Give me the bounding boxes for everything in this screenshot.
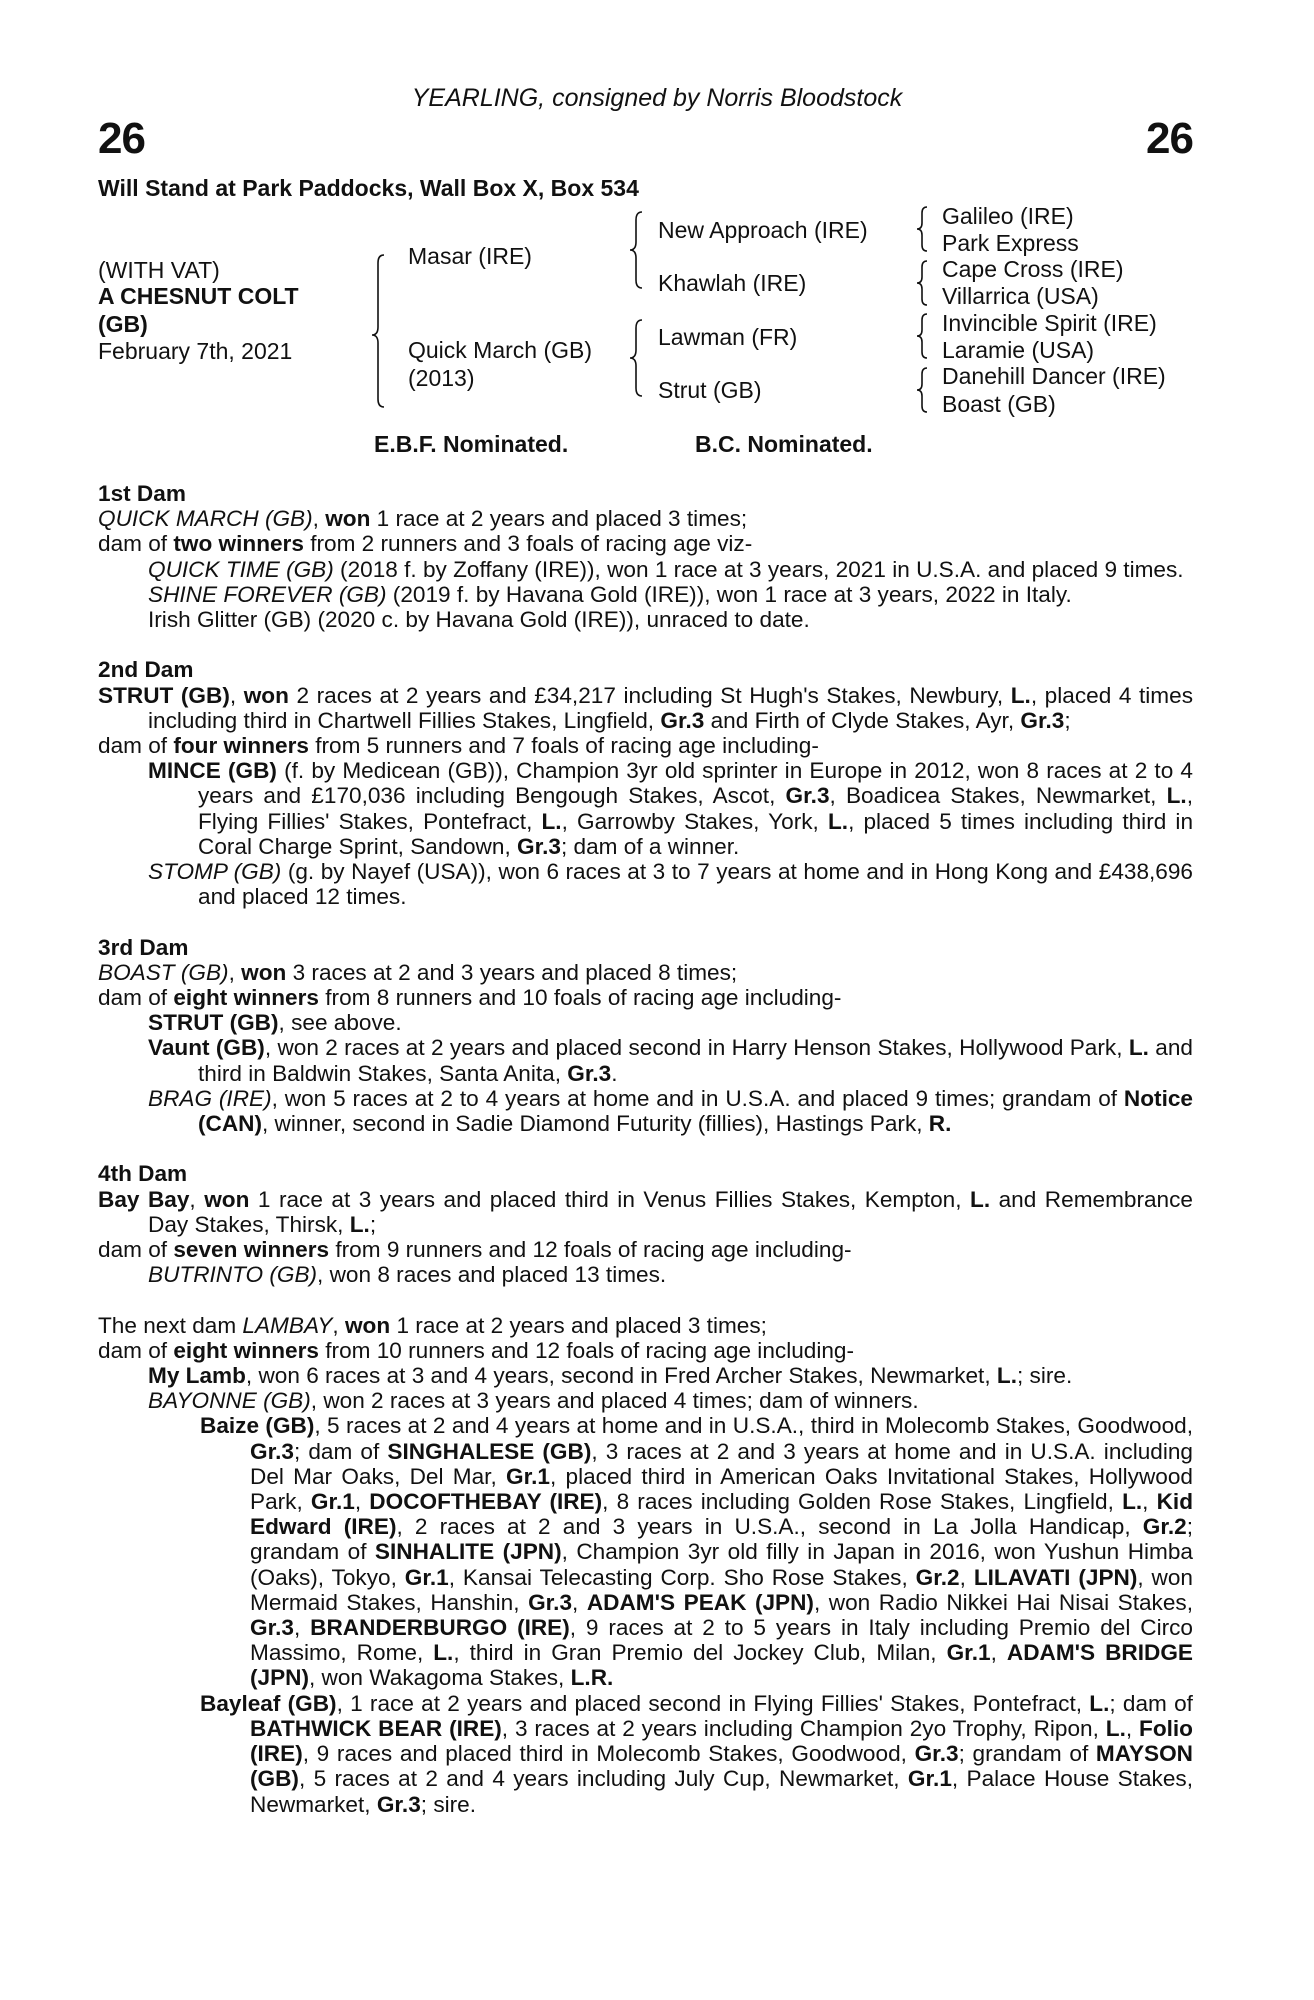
bold-text: Gr.2 — [1142, 1514, 1187, 1540]
text: , 9 races and placed third in Molecomb Stakes, Goodwood, — [302, 1741, 915, 1767]
bold-text: Baize (GB) — [200, 1413, 315, 1439]
bold-text: eight winners — [173, 985, 319, 1011]
dam-section — [98, 481, 1193, 632]
bold-text: Gr.3 — [517, 833, 561, 859]
text: 1 race at 2 years and placed 3 times; — [370, 506, 748, 532]
text: , 9 races at 2 to 5 years in Italy including Premio del Circo Massimo, Rome, — [250, 1615, 1193, 1666]
bold-text: Gr.1 — [404, 1564, 449, 1590]
bold-text: MAYSON (GB) — [250, 1741, 1193, 1792]
text: , — [1142, 1489, 1157, 1515]
produce-entry — [98, 859, 1193, 909]
sire: Masar (IRE) — [408, 243, 532, 269]
bold-text: SINGHALESE (GB) — [387, 1438, 592, 1464]
text: ; sire. — [1016, 1363, 1073, 1389]
text: , — [293, 1615, 311, 1641]
bold-text: Gr.3 — [567, 1060, 612, 1086]
bold-text: Gr.3 — [785, 783, 830, 809]
text: ; dam of a winner. — [560, 833, 740, 859]
text: , — [189, 1186, 205, 1212]
bold-text: two winners — [173, 531, 304, 557]
dam-section — [98, 1313, 1193, 1817]
italic-text: LAMBAY — [242, 1312, 333, 1338]
text: , third in Gran Premio del Jockey Club, Milan, — [453, 1640, 947, 1666]
text: (g. by Nayef (USA)), won 6 races at 3 to 7 years at home and in Hong Kong and £438,696 and placed 12 times. — [198, 859, 1193, 910]
ancestor: Laramie (USA) — [942, 337, 1095, 363]
text: , Garrowby Stakes, York, — [561, 808, 828, 834]
dam-section — [98, 935, 1193, 1137]
text: , 3 races at 2 years including Champion 2yo Trophy, Ripon, — [501, 1715, 1106, 1741]
text: (2018 f. by Zoffany (IRE)), won 1 race at 3 years, 2021 in U.S.A. and placed 9 times. — [333, 556, 1184, 582]
bold-text: Gr.3 — [376, 1791, 421, 1817]
text: , — [990, 1640, 1007, 1666]
dam-record — [98, 531, 1193, 556]
italic-text: BAYONNE (GB) — [148, 1388, 311, 1414]
dam-year: (2013) — [408, 365, 475, 391]
bold-text: L. — [1089, 1690, 1110, 1716]
bold-text: won — [204, 1186, 250, 1212]
text: , placed 4 times including third in Chartwell Fillies Stakes, Lingfield, — [148, 682, 1193, 733]
text: ; grandam of — [958, 1741, 1096, 1767]
text: and Firth of Clyde Stakes, Ayr, — [704, 707, 1021, 733]
bold-text: L. — [827, 808, 849, 834]
text: , Boadicea Stakes, Newmarket, — [829, 783, 1167, 809]
text: from 10 runners and 12 foals of racing age including- — [318, 1337, 855, 1363]
text: , see above. — [278, 1010, 402, 1036]
bold-text: won — [344, 1312, 391, 1338]
text: ; dam of — [1109, 1690, 1193, 1716]
bold-text: Gr.3 — [250, 1438, 294, 1464]
sire-dam: Khawlah (IRE) — [658, 270, 807, 296]
bold-text: MINCE (GB) — [148, 758, 277, 784]
text: dam of — [98, 985, 174, 1011]
produce-entry — [98, 582, 1193, 607]
bold-text: Folio (IRE) — [250, 1715, 1193, 1767]
text: , 2 races at 2 and 3 years in U.S.A., second in La Jolla Handicap, — [396, 1514, 1143, 1540]
text: (2019 f. by Havana Gold (IRE)), won 1 race at 3 years, 2022 in Italy. — [386, 581, 1072, 607]
text: from 9 runners and 12 foals of racing age including- — [329, 1237, 852, 1263]
text: , 5 races at 2 and 4 years including July Cup, Newmarket, — [298, 1766, 908, 1792]
italic-text: STOMP (GB) — [148, 859, 282, 885]
text: , Kansai Telecasting Corp. Sho Rose Stakes, — [448, 1564, 916, 1590]
text: . — [611, 1060, 618, 1086]
bold-text: DOCOFTHEBAY (IRE) — [369, 1489, 603, 1515]
text: from 8 runners and 10 foals of racing age including- — [318, 985, 842, 1011]
dam-record — [98, 506, 1193, 531]
ancestor: Park Express — [942, 230, 1079, 256]
lot-number-left: 26 — [98, 114, 145, 163]
produce-entry — [98, 1388, 1193, 1413]
italic-text: QUICK TIME (GB) — [148, 556, 334, 582]
bold-text: LILAVATI (JPN) — [973, 1564, 1138, 1590]
text: ; grandam of — [250, 1514, 1194, 1565]
text: ; — [1064, 707, 1071, 733]
text: , won Mermaid Stakes, Hanshin, — [250, 1564, 1193, 1615]
produce-entry — [98, 758, 1193, 859]
text: , Champion 3yr old filly in Japan in 2016, won Yushun Himba (Oaks), Tokyo, — [250, 1539, 1193, 1590]
section-heading: 3rd Dam — [98, 934, 189, 960]
bold-text: L. — [1105, 1715, 1126, 1741]
produce-entry — [98, 607, 1193, 632]
text: The next dam — [98, 1312, 243, 1338]
dam-section — [98, 657, 1193, 909]
produce-entry — [98, 1262, 1193, 1287]
text: 3 races at 2 and 3 years and placed 8 times; — [286, 959, 738, 985]
dam-section — [98, 1161, 1193, 1287]
text: and Remembrance Day Stakes, Thirsk, — [148, 1186, 1193, 1237]
bold-text: won — [243, 682, 289, 708]
text: , won Wakagoma Stakes, — [309, 1665, 571, 1691]
text: dam of — [98, 1337, 174, 1363]
bold-text: Vaunt (GB) — [148, 1035, 265, 1061]
bold-text: R. — [928, 1111, 952, 1137]
bold-text: Gr.3 — [1020, 707, 1065, 733]
text: , won 2 races at 3 years and placed 4 times; dam of winners. — [310, 1388, 919, 1414]
bold-text: Gr.1 — [506, 1463, 550, 1489]
produce-entry — [98, 1363, 1193, 1388]
bold-text: L. — [1122, 1489, 1143, 1515]
foaling-date: February 7th, 2021 — [98, 338, 293, 364]
text: , — [228, 959, 242, 985]
text: ; — [369, 1211, 377, 1237]
consignor-title: YEARLING, consigned by Norris Bloodstock — [411, 84, 903, 112]
produce-entry — [98, 1010, 1193, 1035]
text: 2 races at 2 years and £34,217 including St Hugh's Stakes, Newbury, — [288, 682, 1011, 708]
bold-text: Gr.1 — [946, 1640, 991, 1666]
text: , winner, second in Sadie Diamond Futurity (fillies), Hastings Park, — [262, 1111, 929, 1137]
bold-text: Gr.1 — [310, 1489, 355, 1515]
section-heading: 4th Dam — [98, 1161, 188, 1187]
bold-text: L. — [1010, 682, 1031, 708]
produce-entry — [98, 1691, 1193, 1817]
bold-text: L. — [996, 1363, 1017, 1389]
bold-text: STRUT (GB) — [98, 682, 230, 708]
sire-sire: New Approach (IRE) — [658, 217, 868, 243]
dam: Quick March (GB) — [408, 337, 593, 363]
bold-text: won — [241, 959, 287, 985]
bc-nomination: B.C. Nominated. — [695, 431, 873, 457]
bold-text: L. — [1128, 1035, 1149, 1061]
text: (f. by Medicean (GB)), Champion 3yr old sprinter in Europe in 2012, won 8 races at 2 to 4 years and £170,036 including Bengough Stakes, Ascot, — [198, 758, 1194, 809]
text: dam of — [98, 733, 174, 759]
text: Irish Glitter (GB) (2020 c. by Havana Gold (IRE)), unraced to date. — [148, 607, 810, 633]
bold-text: BATHWICK BEAR (IRE) — [250, 1715, 502, 1741]
bold-text: L. — [433, 1640, 454, 1666]
text: , — [1125, 1715, 1140, 1741]
lot-number-right: 26 — [1146, 114, 1193, 163]
section-heading: 1st Dam — [98, 481, 186, 506]
produce-record — [98, 481, 1193, 1842]
text: , placed third in American Oaks Invitational Stakes, Hollywood Park, — [250, 1463, 1193, 1515]
text: , — [312, 506, 326, 532]
ancestor: Villarrica (USA) — [942, 283, 1099, 309]
bold-text: eight winners — [173, 1337, 319, 1363]
text: , Palace House Stakes, Newmarket, — [250, 1766, 1193, 1817]
bold-text: ADAM'S PEAK (JPN) — [586, 1589, 814, 1615]
text: , Flying Fillies' Stakes, Pontefract, — [198, 783, 1193, 834]
bold-text: SINHALITE (JPN) — [374, 1539, 562, 1565]
text: dam of — [98, 531, 174, 557]
text: , — [572, 1589, 587, 1615]
stabling-location: Will Stand at Park Paddocks, Wall Box X, Box 534 — [98, 175, 639, 201]
text: , 3 races at 2 and 3 years at home and in U.S.A. including Del Mar Oaks, Del Mar, — [250, 1438, 1193, 1489]
text: , won 6 races at 3 and 4 years, second in Fred Archer Stakes, Newmarket, — [245, 1363, 997, 1389]
ancestor: Invincible Spirit (IRE) — [942, 310, 1157, 336]
dam-record — [98, 1313, 1193, 1338]
text: 1 race at 3 years and placed third in Venus Fillies Stakes, Kempton, — [249, 1186, 971, 1212]
dam-record — [98, 683, 1193, 733]
bold-text: L. — [1166, 783, 1187, 809]
section-heading: 2nd Dam — [98, 657, 194, 683]
dam-record — [98, 1237, 1193, 1262]
bold-text: Gr.2 — [915, 1564, 960, 1590]
text: , 8 races including Golden Rose Stakes, Lingfield, — [602, 1489, 1123, 1515]
text: , won 8 races and placed 13 times. — [317, 1262, 667, 1288]
text: , — [332, 1312, 345, 1338]
dam-sire: Lawman (FR) — [658, 324, 798, 350]
produce-entry — [98, 1086, 1193, 1136]
text: 1 race at 2 years and placed 3 times; — [390, 1312, 767, 1338]
italic-text: BUTRINTO (GB) — [148, 1262, 318, 1288]
bold-text: L. — [970, 1186, 991, 1212]
italic-text: BOAST (GB) — [98, 959, 229, 985]
ancestor: Boast (GB) — [942, 391, 1056, 417]
dam-record — [98, 960, 1193, 985]
dam-record — [98, 985, 1193, 1010]
bold-text: STRUT (GB) — [148, 1010, 279, 1036]
produce-entry — [98, 557, 1193, 582]
bold-text: won — [325, 506, 371, 532]
text: ; dam of — [293, 1438, 388, 1464]
text: , — [354, 1489, 370, 1515]
text: from 5 runners and 7 foals of racing age including- — [308, 733, 819, 759]
vat-note: (WITH VAT) — [98, 257, 220, 283]
ebf-nomination: E.B.F. Nominated. — [374, 431, 569, 457]
bold-text: four winners — [173, 733, 309, 759]
text: from 2 runners and 3 foals of racing age viz- — [303, 531, 753, 557]
bold-text: Gr.3 — [914, 1741, 959, 1767]
bold-text: Bayleaf (GB) — [200, 1690, 337, 1716]
text: , — [959, 1564, 974, 1590]
bold-text: L. — [349, 1211, 370, 1237]
bold-text: Gr.3 — [528, 1589, 573, 1615]
ancestor: Danehill Dancer (IRE) — [942, 363, 1166, 389]
bold-text: ADAM'S BRIDGE (JPN) — [250, 1640, 1193, 1691]
italic-text: QUICK MARCH (GB) — [98, 506, 313, 532]
bold-text: Gr.1 — [907, 1766, 952, 1792]
text: and third in Baldwin Stakes, Santa Anita, — [198, 1035, 1193, 1086]
bold-text: Bay Bay — [98, 1186, 190, 1212]
text: , — [229, 682, 244, 708]
dam-record — [98, 1187, 1193, 1237]
bold-text: Gr.3 — [250, 1615, 294, 1641]
bold-text: L.R. — [570, 1665, 614, 1691]
dam-record — [98, 733, 1193, 758]
italic-text: SHINE FOREVER (GB) — [148, 581, 387, 607]
dam-dam: Strut (GB) — [658, 377, 762, 403]
bold-text: Gr.3 — [660, 707, 705, 733]
dam-record — [98, 1338, 1193, 1363]
text: , won 5 races at 2 to 4 years at home and in U.S.A. and placed 9 times; grandam of — [271, 1085, 1124, 1111]
horse-country: (GB) — [98, 311, 148, 337]
bold-text: BRANDERBURGO (IRE) — [310, 1615, 570, 1641]
text: , won 2 races at 2 years and placed second in Harry Henson Stakes, Hollywood Park, — [264, 1035, 1129, 1061]
bold-text: Kid Edward (IRE) — [250, 1489, 1193, 1540]
horse-description: A CHESNUT COLT — [98, 283, 299, 309]
text: , placed 5 times including third in Coral Charge Sprint, Sandown, — [198, 808, 1194, 859]
bold-text: L. — [541, 808, 562, 834]
bold-text: My Lamb — [148, 1363, 246, 1389]
ancestor: Galileo (IRE) — [942, 203, 1074, 229]
produce-entry — [98, 1035, 1193, 1085]
text: , 5 races at 2 and 4 years at home and in U.S.A., third in Molecomb Stakes, Goodwood, — [314, 1413, 1193, 1439]
bold-text: seven winners — [173, 1237, 330, 1263]
text: , 1 race at 2 years and placed second in Flying Fillies' Stakes, Pontefract, — [336, 1690, 1090, 1716]
produce-entry — [98, 1413, 1193, 1690]
ancestor: Cape Cross (IRE) — [942, 256, 1124, 282]
text: ; sire. — [420, 1791, 477, 1817]
bold-text: Notice (CAN) — [198, 1085, 1193, 1137]
text: dam of — [98, 1237, 174, 1263]
italic-text: BRAG (IRE) — [148, 1085, 272, 1111]
text: , won Radio Nikkei Hai Nisai Stakes, — [813, 1589, 1193, 1615]
